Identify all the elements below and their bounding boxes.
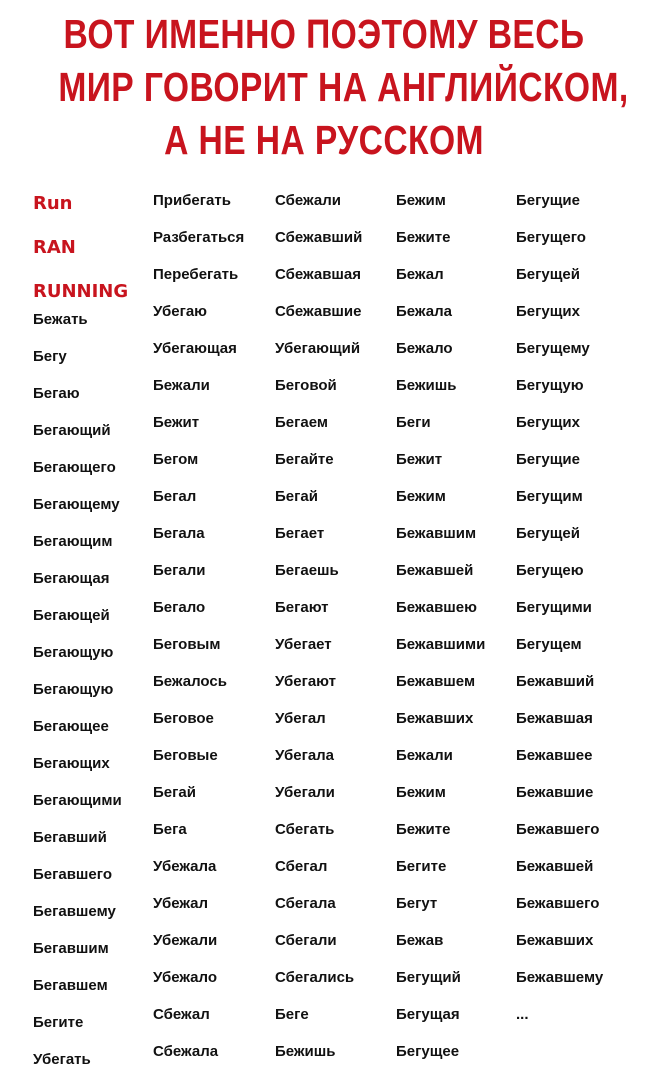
headline — [58, 8, 629, 167]
verb-form: Бежавший — [516, 673, 595, 690]
verb-form: Беговое — [153, 710, 214, 727]
verb-form: Бежавшим — [396, 525, 477, 542]
english-form: Run — [33, 193, 73, 214]
verb-form: Беговой — [275, 377, 337, 394]
verb-form: Сбегать — [275, 821, 335, 838]
verb-form: Бегите — [33, 1014, 84, 1031]
verb-form: Бегут — [396, 895, 438, 912]
verb-form: Бежать — [33, 311, 88, 328]
english-form: RAN — [33, 237, 76, 258]
verb-form: ... — [516, 1006, 529, 1023]
verb-form: Убегают — [275, 673, 336, 690]
verb-form: Бежавшие — [516, 784, 594, 801]
verb-form: Бегающему — [33, 496, 120, 513]
verb-form: Бегает — [275, 525, 325, 542]
verb-form: Бегу — [33, 348, 67, 365]
verb-form: Убегающий — [275, 340, 361, 357]
verb-form: Бегающую — [33, 644, 114, 661]
verb-form: Бегущее — [396, 1043, 460, 1060]
verb-form: Бегающая — [33, 570, 110, 587]
verb-form: Бежит — [153, 414, 200, 431]
verb-form: Сбежавшая — [275, 266, 362, 283]
verb-form: Бегающую — [33, 681, 114, 698]
verb-form: Бегавшему — [33, 903, 116, 920]
verb-form: Бегавшим — [33, 940, 109, 957]
verb-form: Бегущею — [516, 562, 584, 579]
verb-form: Бежавшего — [516, 821, 600, 838]
verb-form: Бежите — [396, 821, 451, 838]
verb-form: Убегаю — [153, 303, 207, 320]
verb-form: Бежим — [396, 192, 446, 209]
verb-form: Бежавших — [516, 932, 594, 949]
verb-form: Убегал — [275, 710, 326, 727]
verb-form: Бежит — [396, 451, 443, 468]
verb-form: Убегали — [275, 784, 335, 801]
verb-form: Бегают — [275, 599, 329, 616]
verb-form: Бегущим — [516, 488, 583, 505]
verb-form: Бегущего — [516, 229, 586, 246]
verb-form: Сбегала — [275, 895, 336, 912]
verb-form: Бежало — [396, 340, 453, 357]
verb-form: Беговые — [153, 747, 218, 764]
verb-form: Бежавших — [396, 710, 474, 727]
verb-form: Бежавшей — [516, 858, 594, 875]
verb-form: Бегала — [153, 525, 205, 542]
headline-line: ВОТ ИМЕННО ПОЭТОМУ ВЕСЬ — [63, 11, 585, 57]
verb-form: Бегай — [275, 488, 318, 505]
verb-form: Бегущей — [516, 266, 580, 283]
verb-form: Бежим — [396, 784, 446, 801]
verb-form: Бегавшего — [33, 866, 112, 883]
verb-form: Бежал — [396, 266, 444, 283]
verb-form: Сбежали — [275, 192, 341, 209]
verb-form: Бегущий — [396, 969, 461, 986]
verb-form: Бежала — [396, 303, 452, 320]
verb-form: Бегущих — [516, 414, 580, 431]
verb-form: Сбегал — [275, 858, 328, 875]
verb-form: Бежалось — [153, 673, 227, 690]
verb-form: Бежишь — [396, 377, 457, 394]
verb-form: Бегущие — [516, 192, 580, 209]
verb-form: Убежал — [153, 895, 209, 912]
verb-form: Бегущих — [516, 303, 580, 320]
verb-form: Бежишь — [275, 1043, 336, 1060]
verb-form: Бега — [153, 821, 187, 838]
verb-form: Бежавшими — [396, 636, 486, 653]
verb-form: Бегающей — [33, 607, 110, 624]
verb-form: Сбежавший — [275, 229, 363, 246]
verb-form: Бежим — [396, 488, 446, 505]
verb-form: Убегает — [275, 636, 332, 653]
english-form: RUNNING — [33, 281, 129, 302]
verb-form: Бегавшем — [33, 977, 108, 994]
verb-form: Сбегались — [275, 969, 355, 986]
verb-form: Бегайте — [275, 451, 334, 468]
verb-form: Убежала — [153, 858, 217, 875]
verb-form: Бежите — [396, 229, 451, 246]
verb-form: Бегущему — [516, 340, 590, 357]
verb-form: Бегающих — [33, 755, 110, 772]
verb-form: Бегущую — [516, 377, 584, 394]
verb-form: Бегущем — [516, 636, 582, 653]
verb-form: Бежавшей — [396, 562, 474, 579]
verb-form: Беги — [396, 414, 431, 431]
verb-form: Бегающее — [33, 718, 109, 735]
verb-form: Бегающего — [33, 459, 116, 476]
verb-form: Бежавшею — [396, 599, 477, 616]
headline-line: А НЕ НА РУССКОМ — [164, 117, 484, 163]
verb-form: Бегающими — [33, 792, 122, 809]
verb-form: Бегущей — [516, 525, 580, 542]
verb-form: Убегающая — [153, 340, 237, 357]
verb-form: Бежавшее — [516, 747, 593, 764]
verb-form: Бегущими — [516, 599, 592, 616]
verb-form: Убежало — [153, 969, 218, 986]
verb-form: Бежав — [396, 932, 444, 949]
verb-form: Сбежала — [153, 1043, 219, 1060]
verb-form: Бежали — [153, 377, 210, 394]
verb-form: Бегущие — [516, 451, 580, 468]
verb-form: Бегаем — [275, 414, 328, 431]
verb-form: Бегаю — [33, 385, 80, 402]
verb-form: Бегающим — [33, 533, 113, 550]
verb-form: Беге — [275, 1006, 309, 1023]
verb-form: Разбегаться — [153, 229, 245, 246]
verb-form: Бегом — [153, 451, 199, 468]
verb-form: Бегали — [153, 562, 206, 579]
verb-form: Бегай — [153, 784, 196, 801]
verb-form: Прибегать — [153, 192, 231, 209]
verb-form: Бегущая — [396, 1006, 460, 1023]
headline-line: МИР ГОВОРИТ НА АНГЛИЙСКОМ, — [58, 64, 629, 110]
verb-form: Убегать — [33, 1051, 91, 1068]
verb-form: Бежавшем — [396, 673, 476, 690]
verb-form: Сбежал — [153, 1006, 210, 1023]
verb-form: Сбегали — [275, 932, 337, 949]
verb-form: Бегающий — [33, 422, 111, 439]
verb-form: Бежали — [396, 747, 453, 764]
verb-form: Бегавший — [33, 829, 107, 846]
verb-form: Убегала — [275, 747, 335, 764]
verb-form: Бегите — [396, 858, 447, 875]
verb-form: Бежавшая — [516, 710, 593, 727]
verb-form: Перебегать — [153, 266, 239, 283]
verb-form: Бежавшему — [516, 969, 604, 986]
verb-form: Бегало — [153, 599, 206, 616]
verb-form: Бегал — [153, 488, 197, 505]
verb-form: Бежавшего — [516, 895, 600, 912]
verb-form: Беговым — [153, 636, 221, 653]
verb-form: Убежали — [153, 932, 218, 949]
verb-form: Сбежавшие — [275, 303, 362, 320]
verb-form: Бегаешь — [275, 562, 339, 579]
